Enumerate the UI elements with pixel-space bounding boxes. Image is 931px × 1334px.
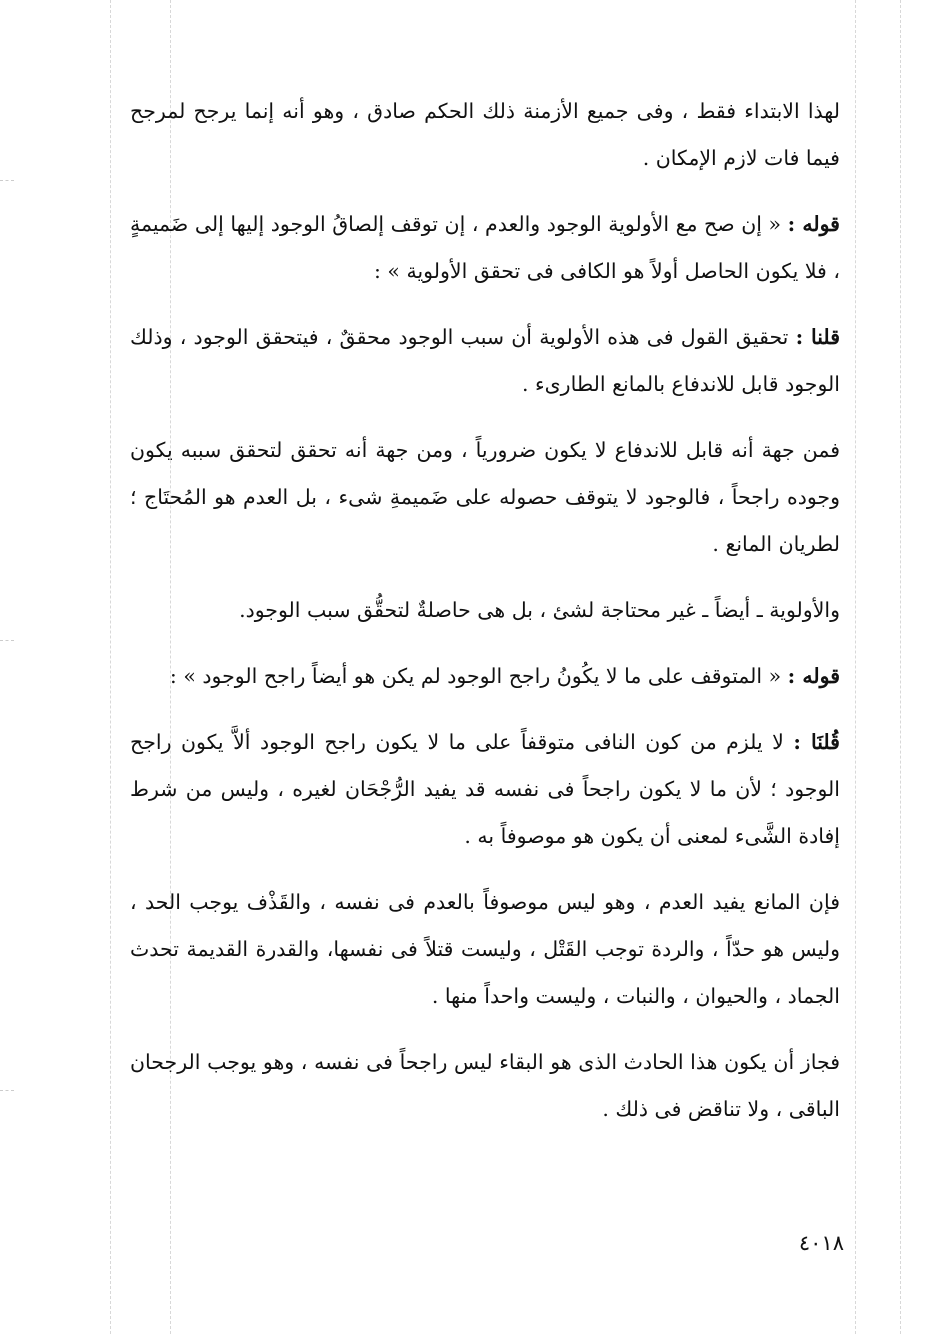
paragraph-3 <box>130 314 840 408</box>
scan-guide-line <box>900 0 901 1334</box>
scan-edge-mark <box>0 180 14 181</box>
paragraph-lead: قوله : <box>787 212 840 236</box>
paragraph-lead: قوله : <box>787 664 840 688</box>
paragraph-text: لهذا الابتداء فقط ، وفى جميع الأزمنة ذلك الحكم صادق ، وهو أنه إنما يرجح لمرجح فيما فات لازم الإمكان . <box>130 99 840 170</box>
paragraph-9 <box>130 1039 840 1133</box>
paragraph-5 <box>130 587 840 634</box>
scan-edge-mark <box>0 640 14 641</box>
paragraph-lead: قُلنَا : <box>793 730 840 754</box>
scan-guide-line <box>855 0 856 1334</box>
paragraph-7 <box>130 719 840 860</box>
paragraph-6 <box>130 653 840 700</box>
paragraph-text: « إن صح مع الأولوية الوجود والعدم ، إن توقف إلصاقُ الوجود إليها إلى ضَميمةٍ ، فلا يكون الحاصل أولاً هو الكافى فى تحقق الأولوية » : <box>130 212 840 283</box>
body-text <box>130 88 840 1152</box>
page-number: ٤٠١٨ <box>798 1231 844 1255</box>
paragraph-text: لا يلزم من كون النافى متوقفاً على ما لا يكون راجح الوجود ألاَّ يكون راجح الوجود ؛ لأن ما لا يكون راجحاً فى نفسه قد يفيد الرُّجْحَان لغيره ، وليس من شرط إفادة الشَّىء لمعنى أن يكون هو موصوفاً به . <box>130 730 840 848</box>
paragraph-1 <box>130 88 840 182</box>
paragraph-2 <box>130 201 840 295</box>
scan-edge-mark <box>0 1090 14 1091</box>
paragraph-text: فمن جهة أنه قابل للاندفاع لا يكون ضرورياً ، ومن جهة أنه تحقق لتحقق سببه يكون وجوده راجحاً ، فالوجود لا يتوقف حصوله على ضَميمةِ شىء ، بل العدم هو المُحتَاج ؛ لطريان المانع . <box>130 438 840 556</box>
scan-guide-line <box>110 0 111 1334</box>
paragraph-4 <box>130 427 840 568</box>
paragraph-text: فجاز أن يكون هذا الحادث الذى هو البقاء ليس راجحاً فى نفسه ، وهو يوجب الرجحان الباقى ، ولا تناقض فى ذلك . <box>130 1050 840 1121</box>
paragraph-lead: قلنا : <box>795 325 840 349</box>
paragraph-text: والأولوية ـ أيضاً ـ غير محتاجة لشئ ، بل هى حاصلةٌ لتحقُّق سبب الوجود. <box>239 598 840 622</box>
paragraph-text: فإن المانع يفيد العدم ، وهو ليس موصوفاً بالعدم فى نفسه ، والقَذْف يوجب الحد ، وليس هو حدّاً ، والردة توجب القَتْل ، وليست قتلاً فى نفسها، والقدرة القديمة تحدث الجماد ، والحيوان ، والنبات ، وليست واحداً منها . <box>130 890 840 1008</box>
paragraph-8 <box>130 879 840 1020</box>
paragraph-text: « المتوقف على ما لا يكُونُ راجح الوجود لم يكن هو أيضاً راجح الوجود » : <box>169 664 788 688</box>
paragraph-text: تحقيق القول فى هذه الأولوية أن سبب الوجود محققٌ ، فيتحقق الوجود ، وذلك الوجود قابل للاندفاع بالمانع الطارىء . <box>130 325 840 396</box>
